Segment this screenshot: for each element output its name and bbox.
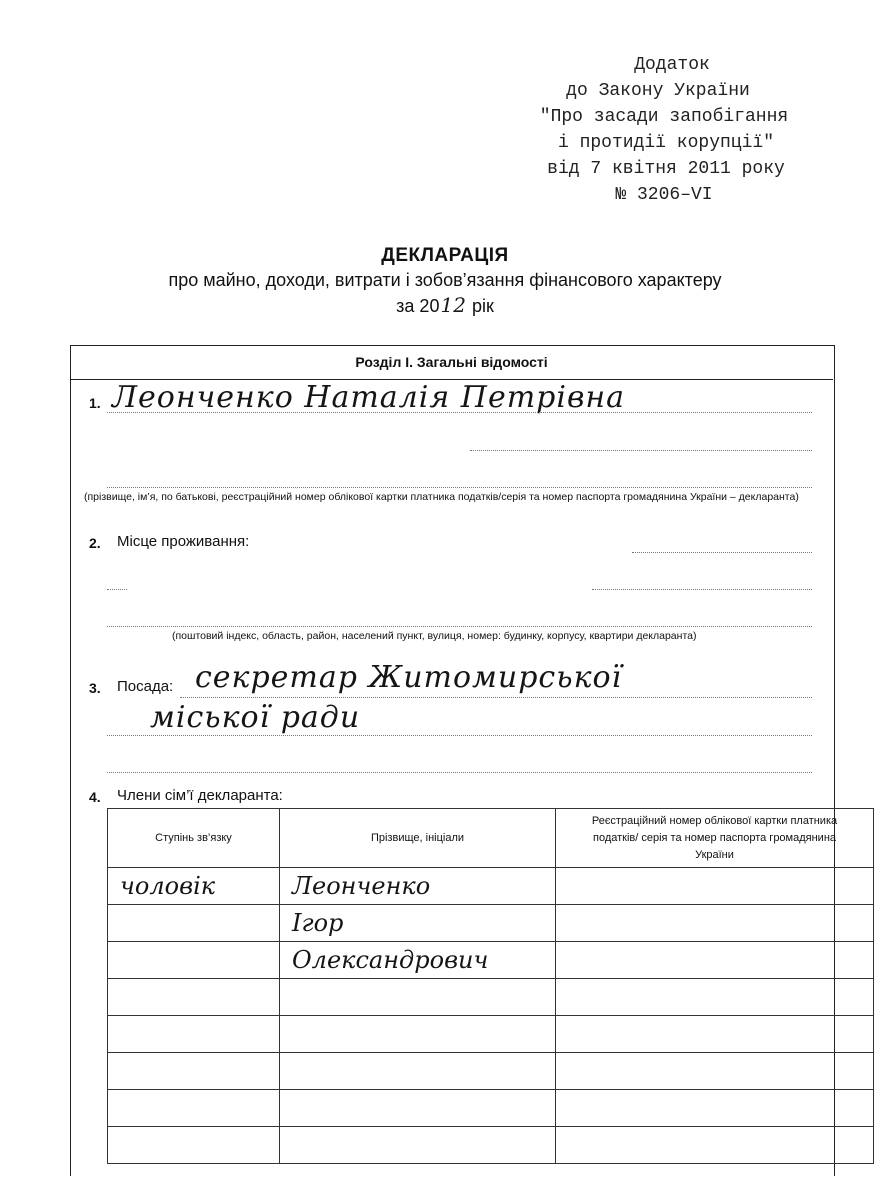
declaration-title: ДЕКЛАРАЦІЯ (381, 245, 509, 266)
item-3-line (107, 772, 812, 773)
cell-tax-id[interactable] (556, 1053, 874, 1090)
cell-relation[interactable] (108, 942, 280, 979)
cell-relation[interactable] (108, 905, 280, 942)
cell-tax-id[interactable] (556, 1090, 874, 1127)
item-4-label: Члени сім’ї декларанта: (117, 787, 283, 804)
annex-line: "Про засади запобігання (539, 107, 789, 127)
section-title: Розділ І. Загальні відомості (70, 345, 833, 380)
item-3-handwritten-position-line1[interactable]: секретар Житомирської (195, 660, 623, 695)
cell-tax-id[interactable] (556, 1016, 874, 1053)
item-2-hint: (поштовий індекс, область, район, населений пункт, вулиця, номер: будинку, корпусу, квартири декларанта) (172, 630, 697, 642)
item-2-line (107, 589, 127, 590)
annex-line: від 7 квітня 2011 року (547, 159, 785, 179)
item-1-number: 1. (89, 395, 101, 411)
cell-relation[interactable] (108, 1053, 280, 1090)
item-2-line (107, 626, 812, 627)
table-row (108, 868, 874, 905)
cell-tax-id[interactable] (556, 1127, 874, 1164)
table-row (108, 905, 874, 942)
header-tax-id: Реєстраційний номер облікової картки платника податків/ серія та номер паспорта громадянина України (556, 809, 874, 868)
item-4-number: 4. (89, 789, 101, 805)
year-prefix: за 20 (396, 296, 440, 316)
cell-name[interactable]: Ігор (280, 905, 556, 942)
cell-tax-id[interactable] (556, 942, 874, 979)
cell-tax-id[interactable] (556, 979, 874, 1016)
item-1-line (107, 487, 812, 488)
cell-tax-id[interactable] (556, 868, 874, 905)
item-1-line (107, 412, 812, 413)
item-2-line (592, 589, 812, 590)
item-2-label: Місце проживання: (117, 533, 250, 550)
table-row (108, 1090, 874, 1127)
cell-relation[interactable] (108, 979, 280, 1016)
declaration-subtitle: про майно, доходи, витрати і зобов’язання фінансового характеру (168, 270, 722, 290)
cell-name[interactable] (280, 979, 556, 1016)
cell-relation[interactable] (108, 1127, 280, 1164)
item-2-line (632, 552, 812, 553)
annex-block (480, 52, 840, 208)
table-row (108, 1053, 874, 1090)
cell-tax-id[interactable] (556, 905, 874, 942)
item-3-handwritten-position-line2[interactable]: міської ради (150, 700, 361, 735)
annex-line: до Закону України (566, 81, 750, 101)
year-suffix: рік (471, 296, 494, 316)
cell-name[interactable] (280, 1127, 556, 1164)
item-2-number: 2. (89, 535, 101, 551)
cell-relation[interactable] (108, 1090, 280, 1127)
annex-line: № 3206–VI (615, 185, 713, 205)
item-3-number: 3. (89, 680, 101, 696)
cell-name[interactable] (280, 1016, 556, 1053)
cell-name[interactable] (280, 1053, 556, 1090)
table-row (108, 979, 874, 1016)
item-1-handwritten-name[interactable]: Леонченко Наталія Петрівна (112, 380, 626, 415)
family-members-table (107, 808, 874, 1164)
item-3-label: Посада: (117, 678, 174, 695)
item-1-line (470, 450, 812, 451)
declaration-year (0, 293, 890, 317)
table-row (108, 1127, 874, 1164)
item-3-line (180, 697, 812, 698)
item-3-line (107, 735, 812, 736)
item-1-hint: (прізвище, ім’я, по батькові, реєстраційний номер облікової картки платника податків/серія та номер паспорта громадянина України – декларанта) (84, 491, 799, 503)
table-header-row (108, 809, 874, 868)
annex-line: і протидії корупції" (557, 133, 775, 153)
cell-name[interactable]: Леонченко (280, 868, 556, 905)
header-relation: Ступінь зв’язку (108, 809, 280, 868)
cell-relation[interactable] (108, 1016, 280, 1053)
annex-line: Додаток (634, 55, 710, 75)
table-row (108, 942, 874, 979)
cell-name[interactable] (280, 1090, 556, 1127)
cell-name[interactable]: Олександрович (280, 942, 556, 979)
table-row (108, 1016, 874, 1053)
cell-relation[interactable]: чоловік (108, 868, 280, 905)
header-name: Прізвище, ініціали (280, 809, 556, 868)
year-handwritten: 12 (440, 293, 466, 317)
